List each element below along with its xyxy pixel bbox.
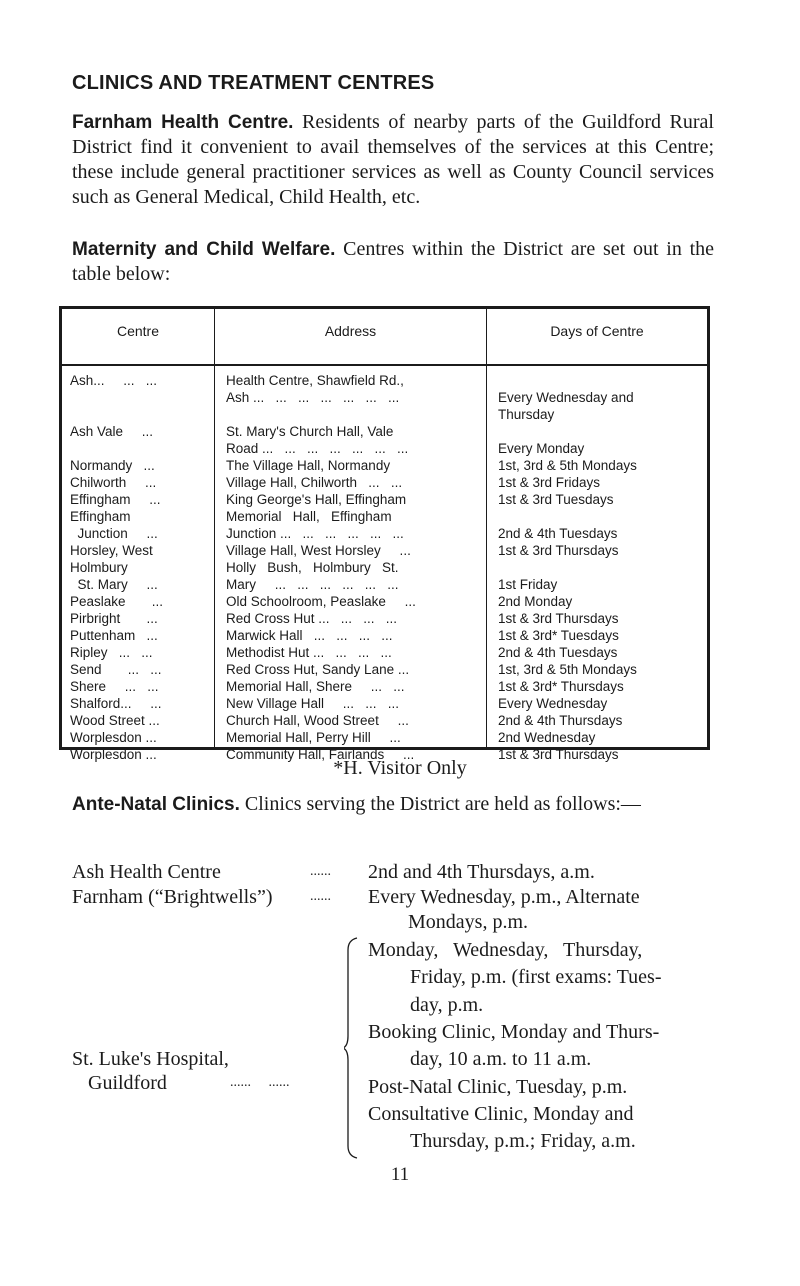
antenatal-text: Clinics serving the District are held as follows:— xyxy=(239,793,641,815)
row-centre: St. Mary ... xyxy=(70,577,158,592)
footnote: *H. Visitor Only xyxy=(333,757,467,779)
maternity-lead: Maternity and Child Welfare. xyxy=(72,239,336,260)
row-days: 2nd Monday xyxy=(498,594,573,609)
row-address: Junction ... ... ... ... ... ... xyxy=(226,526,404,541)
farnham-lead: Farnham Health Centre. xyxy=(72,112,294,133)
row-days xyxy=(488,508,698,525)
row-address: Church Hall, Wood Street ... xyxy=(226,713,409,728)
clinic-ash-time: 2nd and 4th Thursdays, a.m. xyxy=(368,861,595,883)
row-days: 1st & 3rd Fridays xyxy=(498,475,601,490)
clinic-farnham-time-1: Every Wednesday, p.m., Alternate xyxy=(368,886,640,908)
row-centre xyxy=(62,406,216,423)
header-days: Days of Centre xyxy=(550,323,644,339)
row-days: 1st & 3rd Thursdays xyxy=(498,543,619,558)
row-address: New Village Hall ... ... ... xyxy=(226,696,400,711)
table-row xyxy=(62,678,707,695)
brace-icon xyxy=(344,936,358,1160)
row-address: Community Hall, Fairlands ... xyxy=(226,747,415,762)
row-address: Village Hall, Chilworth ... ... xyxy=(226,475,403,490)
stlukes-line: Friday, p.m. (first exams: Tues- xyxy=(410,966,662,989)
antenatal-lead: Ante-Natal Clinics. xyxy=(72,794,240,815)
row-address xyxy=(216,406,488,423)
clinic-ash-dots: ...... xyxy=(310,864,331,879)
table-row xyxy=(62,610,707,627)
row-centre: Horsley, West xyxy=(70,543,153,558)
row-centre: Shalford... ... xyxy=(70,696,162,711)
row-days xyxy=(488,559,698,576)
row-address: Red Cross Hut, Sandy Lane ... xyxy=(226,662,410,677)
table-row xyxy=(62,423,707,440)
farnham-text: Residents of nearby parts of the Guildford Rural District find it convenient to avail themselves of the services at this Centre; these include general practitioner services as well as County Council services such as General Medical, Child Health, etc. xyxy=(72,111,714,208)
table-row xyxy=(62,491,707,508)
maternity-paragraph xyxy=(72,237,714,287)
row-centre: Normandy ... xyxy=(70,458,155,473)
row-centre xyxy=(62,440,216,457)
row-centre xyxy=(62,389,216,406)
row-centre: Ripley ... ... xyxy=(70,645,153,660)
row-days: 1st & 3rd* Thursdays xyxy=(498,679,624,694)
row-centre: Puttenham ... xyxy=(70,628,158,643)
table-row xyxy=(62,389,707,406)
row-centre: Send ... ... xyxy=(70,662,162,677)
stlukes-line: day, 10 a.m. to 11 a.m. xyxy=(410,1048,592,1071)
stlukes-line: Monday, Wednesday, Thursday, xyxy=(368,939,643,961)
clinic-farnham-name: Farnham (“Brightwells”) xyxy=(72,886,273,908)
table-row xyxy=(62,440,707,457)
row-address: Memorial Hall, Effingham xyxy=(226,509,392,524)
row-centre: Effingham ... xyxy=(70,492,161,507)
table-row xyxy=(62,712,707,729)
table-row xyxy=(62,729,707,746)
table-row xyxy=(62,525,707,542)
row-address: King George's Hall, Effingham xyxy=(226,492,407,507)
row-address: St. Mary's Church Hall, Vale xyxy=(226,424,394,439)
header-address: Address xyxy=(324,323,377,339)
row-days: 2nd Wednesday xyxy=(498,730,596,745)
row-address: Mary ... ... ... ... ... ... xyxy=(226,577,399,592)
table-row xyxy=(62,627,707,644)
page-heading: CLINICS AND TREATMENT CENTRES xyxy=(72,72,435,94)
row-days: 1st, 3rd & 5th Mondays xyxy=(498,458,637,473)
row-days: 2nd & 4th Thursdays xyxy=(498,713,623,728)
row-centre: Holmbury xyxy=(70,560,128,575)
stlukes-line: Thursday, p.m.; Friday, a.m. xyxy=(410,1130,636,1153)
header-rule xyxy=(62,364,707,366)
row-days: 1st & 3rd Tuesdays xyxy=(498,492,614,507)
row-address: Marwick Hall ... ... ... ... xyxy=(226,628,393,643)
maternity-text: Centres within the District are set out in the table below: xyxy=(72,238,714,285)
row-address: Red Cross Hut ... ... ... ... xyxy=(226,611,398,626)
row-days: 2nd & 4th Tuesdays xyxy=(498,645,618,660)
row-address: Road ... ... ... ... ... ... ... xyxy=(226,441,409,456)
row-address: Village Hall, West Horsley ... xyxy=(226,543,411,558)
row-days: Thursday xyxy=(498,407,555,422)
row-address: Methodist Hut ... ... ... ... xyxy=(226,645,392,660)
row-days: 1st, 3rd & 5th Mondays xyxy=(498,662,637,677)
clinic-stlukes-dots: ...... ...... xyxy=(230,1075,290,1090)
clinic-farnham-time-2: Mondays, p.m. xyxy=(408,911,528,933)
table-row xyxy=(62,661,707,678)
stlukes-line: Post-Natal Clinic, Tuesday, p.m. xyxy=(368,1075,628,1098)
row-days: 1st Friday xyxy=(498,577,558,592)
row-address: The Village Hall, Normandy xyxy=(226,458,391,473)
table-row xyxy=(62,644,707,661)
row-centre: Ash... ... ... xyxy=(70,373,158,388)
clinic-stlukes-name-2: Guildford xyxy=(88,1072,167,1094)
row-days xyxy=(488,423,698,440)
row-centre: Ash Vale ... xyxy=(70,424,154,439)
row-centre: Effingham xyxy=(70,509,131,524)
row-centre: Chilworth ... xyxy=(70,475,157,490)
row-address: Old Schoolroom, Peaslake ... xyxy=(226,594,416,609)
farnham-paragraph xyxy=(72,110,714,210)
clinic-farnham-dots: ...... xyxy=(310,889,331,904)
row-address: Holly Bush, Holmbury St. xyxy=(226,560,399,575)
table-row xyxy=(62,406,707,423)
row-days: 2nd & 4th Tuesdays xyxy=(498,526,618,541)
clinic-ash-name: Ash Health Centre xyxy=(72,861,221,883)
row-days: Every Monday xyxy=(498,441,585,456)
table-row xyxy=(62,508,707,525)
row-days: 1st & 3rd* Tuesdays xyxy=(498,628,619,643)
row-centre: Junction ... xyxy=(70,526,158,541)
centres-table xyxy=(59,306,710,762)
table-row xyxy=(62,542,707,559)
row-days xyxy=(488,372,698,389)
row-days: Every Wednesday xyxy=(498,696,608,711)
row-centre: Shere ... ... xyxy=(70,679,159,694)
page-number: 11 xyxy=(390,1164,410,1185)
row-centre: Pirbright ... xyxy=(70,611,158,626)
row-centre: Worplesdon ... xyxy=(70,730,157,745)
table-row xyxy=(62,559,707,576)
row-address: Ash ... ... ... ... ... ... ... xyxy=(226,390,400,405)
stlukes-line: Booking Clinic, Monday and Thurs- xyxy=(368,1020,660,1043)
row-centre: Peaslake ... xyxy=(70,594,164,609)
row-days: 1st & 3rd Thursdays xyxy=(498,747,619,762)
table-row xyxy=(62,593,707,610)
row-days: 1st & 3rd Thursdays xyxy=(498,611,619,626)
row-address: Memorial Hall, Shere ... ... xyxy=(226,679,405,694)
row-centre: Wood Street ... xyxy=(70,713,160,728)
stlukes-line: day, p.m. xyxy=(410,993,484,1016)
header-centre: Centre xyxy=(116,323,160,339)
table-row xyxy=(62,372,707,389)
table-row xyxy=(62,695,707,712)
table-body xyxy=(62,372,707,763)
table-row xyxy=(62,576,707,593)
antenatal-paragraph xyxy=(72,792,714,817)
row-centre: Worplesdon ... xyxy=(70,747,157,762)
table-row xyxy=(62,474,707,491)
row-address: Memorial Hall, Perry Hill ... xyxy=(226,730,401,745)
row-address: Health Centre, Shawfield Rd., xyxy=(226,373,404,388)
stlukes-line: Consultative Clinic, Monday and xyxy=(368,1102,634,1125)
row-days: Every Wednesday and xyxy=(498,390,634,405)
table-row xyxy=(62,457,707,474)
clinic-stlukes-name-1: St. Luke's Hospital, xyxy=(72,1048,229,1070)
